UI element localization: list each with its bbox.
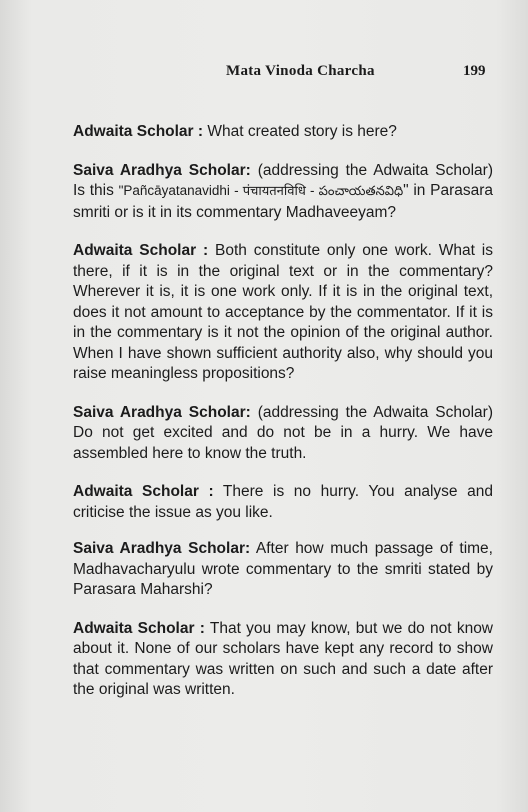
page-header	[0, 63, 528, 85]
dialogue-paragraph	[73, 482, 493, 523]
speaker-label: Adwaita Scholar :	[73, 483, 214, 500]
term-separator: -	[305, 183, 319, 198]
dialogue-paragraph	[73, 122, 493, 143]
speaker-label: Saiva Aradhya Scholar:	[73, 403, 251, 421]
speaker-label: Adwaita Scholar :	[73, 123, 204, 140]
running-title: Mata Vinoda Charcha	[226, 63, 375, 79]
body-text	[73, 122, 493, 719]
dialogue-text: After how much passage of time, Madhavacharyulu wrote commentary to the smriti stated by Parasara Maharshi?	[73, 540, 493, 598]
transliterated-term: "Pañcāyatanavidhi -	[118, 183, 243, 198]
dialogue-paragraph	[73, 619, 493, 701]
dialogue-text: (addressing the Adwaita Scholar) Do not get excited and do not be in a hurry. We have assembled here to know the truth.	[73, 403, 493, 462]
dialogue-text: " in Parasara smriti or is it in its commentary Madhaveeyam?	[73, 182, 494, 221]
page-number: 199	[463, 63, 486, 79]
telugu-term: పంచాయతనవిధి	[318, 184, 404, 199]
speaker-label: Adwaita Scholar :	[73, 619, 205, 637]
speaker-label: Saiva Aradhya Scholar:	[73, 161, 251, 179]
dialogue-paragraph	[73, 161, 493, 224]
speaker-label: Saiva Aradhya Scholar:	[73, 540, 251, 557]
dialogue-text: (addressing the Adwaita Scholar) Is this	[73, 161, 493, 199]
dialogue-text: That you may know, but we do not know about it. None of our scholars have kept any record to show that commentary was written on such and such a date after the original was written.	[73, 619, 494, 698]
dialogue-paragraph	[73, 241, 493, 385]
speaker-label: Adwaita Scholar :	[73, 242, 209, 259]
dialogue-paragraph	[73, 539, 493, 601]
devanagari-term: पंचायतनविधि	[242, 184, 306, 199]
dialogue-paragraph	[73, 403, 493, 465]
dialogue-text: Both constitute only one work. What is there, if it is in the original text or in the commentary? Wherever it is, it is one work only. If it is in the original text, does it not amount to acceptance by the commentator. If it is in the commentary is it not the opinion of the original author. When I have shown sufficient authority also, why should you raise meaningless propositions?	[73, 242, 493, 382]
dialogue-text: What created story is here?	[203, 123, 397, 140]
dialogue-text: There is no hurry. You analyse and criticise the issue as you like.	[73, 483, 493, 521]
